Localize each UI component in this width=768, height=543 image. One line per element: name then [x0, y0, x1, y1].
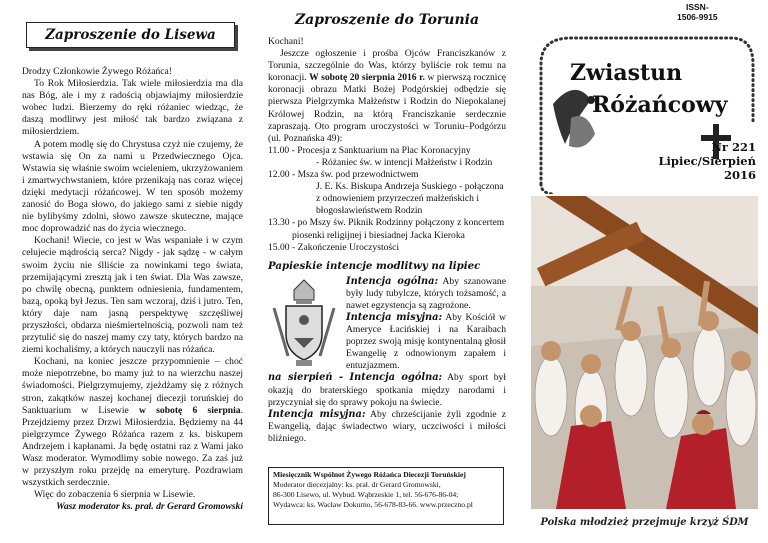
- torun-column: [258, 0, 510, 543]
- schedule-row: [268, 169, 506, 181]
- torun-title: Zaproszenie do Torunia: [294, 12, 480, 28]
- schedule-text: - po Mszy św. Piknik Rodzinny połączony z koncertem piosenki religijnej i biesiadnej Jacka Kieroka: [292, 217, 505, 241]
- issue-info: [644, 140, 756, 182]
- lisewo-paragraph: A potem modlę się do Chrystusa czyż nie czujemy, że wstawia się On za nami u Przedwiecznego Ojca. Wstawia się właśnie swoim wcieleniem, ukrzyżowaniem i zmartwychwstaniem, które przenikają nas coraz więcej dzięki medytacji różańcowej. W ten sposób możemy zanosić do Boga słowo, do jakiego sami z siebie nigdy nie bylibyśmy zdolni, słowo zawsze skuteczne, mające moc doprowadzić nas do życia wiecznego.: [22, 138, 243, 235]
- schedule-time: 15.00: [268, 241, 290, 253]
- schedule-row: [268, 242, 506, 254]
- torun-text: w pierwszą rocznicę koronacji obrazu Matki Bożej Podgórskiej odbędzie się pierwsza Pielgrzymka Małżeństw i Rodzin do Niepokalanej Królowej Rodzin, na którą Franciszkanie serdecznie zapraszają. Oto program uroczystości w Toruniu–Podgórzu (ul. Poznańska 49):: [268, 72, 506, 144]
- intention-label: Intencja misyjna:: [268, 408, 366, 420]
- schedule-row: J. E. Ks. Biskupa Andrzeja Suskiego - połączona z odnowieniem przyrzeczeń małżeńskich i błogosławieństwem Rodzin: [316, 181, 504, 217]
- schedule-row: [268, 217, 506, 241]
- lisewo-text: . Przejdziemy przez Drzwi Miłosierdzia. Będziemy na 44 pielgrzymce Żywego Różańca razem z ks. biskupem Andrzejem i kapłanami. Ja będę ostatni raz z Wami jako Wasz moderator. Wymodlimy sobie nowego. Za zaś już w przyszłym roku przejdę na emeryturę. Pozdrawiam wszystkich serdecznie.: [22, 404, 243, 489]
- lisewo-paragraph: [22, 356, 243, 489]
- papal-coat-of-arms-icon: [268, 276, 340, 368]
- lisewo-title: Zaproszenie do Lisewa: [26, 22, 235, 48]
- footer-line: Wydawca: ks. Wacław Dokurno, 56-678-83-66. www.przeczno.pl: [273, 500, 473, 509]
- publisher-footer: [268, 467, 504, 525]
- schedule-text: - Zakończenie Uroczystości: [292, 241, 400, 253]
- photo-caption: Polska młodzież przejmuje krzyż ŚDM: [540, 517, 749, 528]
- schedule-row: - Różaniec św. w intencji Małżeństw i Rodzin: [316, 156, 493, 168]
- issue-month: Lipiec/Sierpień: [658, 154, 756, 168]
- lisewo-column: [0, 0, 253, 543]
- torun-intro: [268, 48, 506, 145]
- schedule-time: 12.00: [268, 169, 290, 181]
- issn: [677, 2, 718, 22]
- schedule-time: 11.00: [268, 144, 290, 156]
- torun-date-highlight: W sobotę 20 sierpnia 2016 r.: [309, 72, 425, 84]
- intention-label: na sierpień - Intencja ogólna:: [268, 372, 443, 384]
- masthead-line2: Różańcowy: [592, 92, 728, 118]
- intention-text: Aby chrześcijanie żyli zgodnie z Ewangelią, dając świadectwo wiary, uczciwości i miłości bliźniego.: [268, 408, 506, 444]
- lisewo-text: Kochani, na koniec jeszcze przypomnienie – choć może niepotrzebne, bo mamy już to na wierzchu naszej świadomości. Pielgrzymujemy, zjeżdżamy się z różnych stron, zakątków naszej kochanej diecezji toruńskiej do Sanktuarium w Lisewie: [22, 356, 243, 416]
- issue-year: 2016: [723, 168, 756, 182]
- intention-item: [268, 372, 506, 408]
- lisewo-paragraph: Kochani! Wiecie, co jest w Was wspaniałe i w czym celujecie mądrością serca? Nigdy - jak sądzę - w całym swoim życiu nie ślliście za nowinkami tego świata, przemijającymi zresztą jak i ten świat. Dla Was zawsze, po chwilę obecną, punktem odniesienia, fundamentem, bazą, opoką był Jezus. Ten sam wczoraj, dziś i jutro. Ten, który daje nam jasną perspektywę szczęśliwej przyszłości, obdarza nieśmiertelnością, pozwoli nam też przytulić się do naszej mamy czy taty, których bardzo na ziemi kochaliśmy, a których nauczyli nas różańca.: [22, 235, 243, 356]
- intention-label: Intencja misyjna:: [346, 311, 443, 323]
- schedule-text: - Msza św. pod przewodnictwem: [292, 169, 419, 181]
- intention-text: Aby Kościół w Ameryce Łacińskiej i na Karaibach poprzez swoją misję kontynentalną głosił Ewangelię z odnowionym zapałem i entuzjazmem.: [346, 311, 506, 372]
- schedule-time: 13.30: [268, 217, 290, 229]
- lisewo-greeting: Drodzy Członkowie Żywego Różańca!: [22, 66, 172, 77]
- intention-label: Intencja ogólna:: [346, 275, 439, 287]
- schedule-text: - Procesja z Sanktuarium na Plac Koronacyjny: [291, 144, 471, 156]
- torun-text: Jeszcze ogłoszenie i prośba Ojców Franciszkanów z Torunia, szczególnie do Was, którzy byliście rok temu na koronacji.: [268, 48, 506, 84]
- issn-label: ISSN-: [685, 2, 709, 12]
- issue-number: Nr 221: [711, 140, 756, 154]
- intentions-title: Papieskie intencje modlitwy na lipiec: [268, 259, 481, 272]
- footer-line: Miesięcznik Wspólnot Żywego Różańca Diecezji Toruńskiej: [273, 470, 466, 479]
- lisewo-date-highlight: w sobotę 6 sierpnia: [139, 404, 241, 416]
- intention-text: Aby szanowane były ludy tubylcze, których tożsamość, a nawet egzystencja są zagrożone.: [346, 275, 506, 311]
- lisewo-paragraph: To Rok Miłosierdzia. Tak wiele miłosierdzia ma dla nas Bóg, ale i my z radością objawiajmy miłosierdzie wobec ludzi. Bierzemy do ręki różaniec wiedząc, że daszą modlitwy jest miłość tak bardzo związana z miłosierdziem.: [22, 78, 243, 138]
- photo-illustration: [531, 196, 758, 509]
- schedule-row: [268, 145, 506, 157]
- footer-line: 86-300 Lisewo, ul. Wybud. Wąbrzeskie 1, tel. 56-676-86-04;: [273, 490, 459, 499]
- issn-number: 1506-9915: [677, 12, 718, 22]
- program-schedule: [268, 145, 506, 254]
- masthead-line1: Zwiastun: [570, 60, 683, 86]
- footer-line: Moderator diecezjalny: ks. prał. dr Gerard Gromowski,: [273, 480, 441, 489]
- lisewo-closing: Więc do zobaczenia 6 sierpnia w Lisewie.: [34, 489, 196, 501]
- intention-text: Aby sport był okazją do braterskiego spotkania między narodami i przyczyniał się do sprawy pokoju na świecie.: [268, 372, 506, 408]
- wyd-cross-photo: [531, 196, 758, 509]
- intention-item: [268, 409, 506, 445]
- torun-greeting: Kochani!: [268, 36, 304, 47]
- lisewo-signature: Wasz moderator ks. prał. dr Gerard Gromowski: [56, 501, 243, 513]
